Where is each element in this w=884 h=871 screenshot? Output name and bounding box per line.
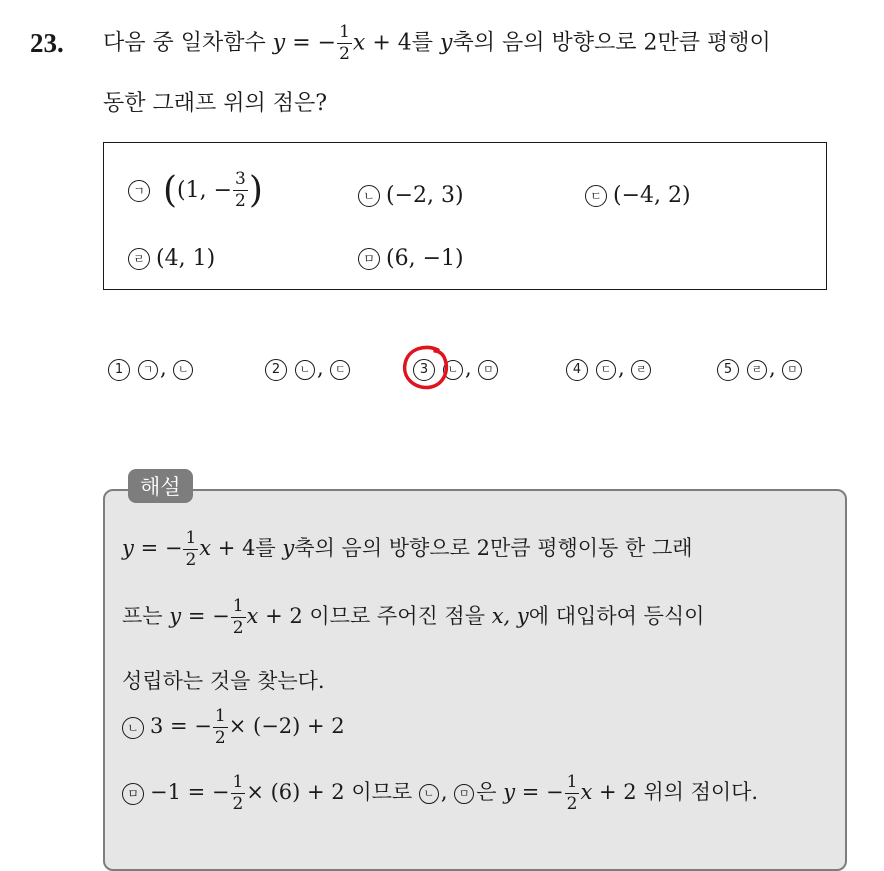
solution-line-5: ㅁ −1 = − $\frac{1}{2}$ × (6) + 2 이므로 ㄴ , ㅁ 은 y = − $\frac{1}{2}$ x + 2 위의 점이다. bbox=[122, 774, 758, 813]
choice-2[interactable]: 2 ㄴ , ㄷ bbox=[265, 356, 352, 381]
fraction: $\frac{1}{2}$ bbox=[214, 706, 226, 748]
fraction: $\frac{1}{2}$ bbox=[185, 528, 197, 570]
circled-mark: ㄴ bbox=[358, 185, 380, 207]
circled-mark: ㅁ bbox=[358, 248, 380, 270]
fraction: $\frac{1}{2}$ bbox=[339, 22, 350, 64]
choice-4[interactable]: 4 ㄷ , ㄹ bbox=[566, 356, 653, 381]
circled-mark: ㄱ bbox=[128, 180, 150, 202]
circled-mark: ㄹ bbox=[128, 248, 150, 270]
fraction: $\frac{1}{2}$ bbox=[232, 772, 244, 814]
solution-tag: 해설 bbox=[128, 469, 193, 503]
solution-line-3: 성립하는 것을 찾는다. bbox=[122, 669, 325, 693]
question-line-2: 동한 그래프 위의 점은? bbox=[103, 91, 328, 116]
circled-mark: ㅁ bbox=[122, 783, 144, 805]
question-number: 23. bbox=[30, 28, 64, 58]
circled-mark: ㄴ bbox=[122, 717, 144, 739]
option-rieul: ㄹ (4, 1) bbox=[128, 246, 215, 271]
option-mieum: ㅁ (6, −1) bbox=[358, 246, 464, 271]
option-digeut: ㄷ (−4, 2) bbox=[585, 183, 691, 208]
choice-1[interactable]: 1 ㄱ , ㄴ bbox=[108, 356, 195, 381]
fraction: $\frac{1}{2}$ bbox=[232, 596, 244, 638]
question-line-1: 다음 중 일차함수 y = − $\frac{1}{2}$ x + 4를 y축의 음의 방향으로 2만큼 평행이 bbox=[103, 22, 771, 64]
choice-3[interactable]: 3 ㄴ , ㅁ bbox=[413, 356, 500, 381]
solution-line-2: 프는 y = − $\frac{1}{2}$ x + 2 이므로 주어진 점을 x, y에 대입하여 등식이 bbox=[122, 596, 705, 638]
fraction: $\frac{3}{2}$ bbox=[235, 169, 246, 211]
circled-mark: ㄷ bbox=[585, 185, 607, 207]
fraction: $\frac{1}{2}$ bbox=[566, 772, 578, 814]
solution-line-4: ㄴ 3 = − $\frac{1}{2}$ × (−2) + 2 bbox=[122, 708, 345, 747]
option-nieun: ㄴ (−2, 3) bbox=[358, 183, 464, 208]
solution-line-1: y = − $\frac{1}{2}$ x + 4를 y축의 음의 방향으로 2만큼 평행이동 한 그래 bbox=[122, 528, 693, 570]
option-giyeok: ㄱ ((1, − $\frac{3}{2}$ ) bbox=[128, 170, 263, 211]
answer-mark-circle-icon bbox=[398, 342, 456, 394]
choice-5[interactable]: 5 ㄹ , ㅁ bbox=[717, 356, 804, 381]
